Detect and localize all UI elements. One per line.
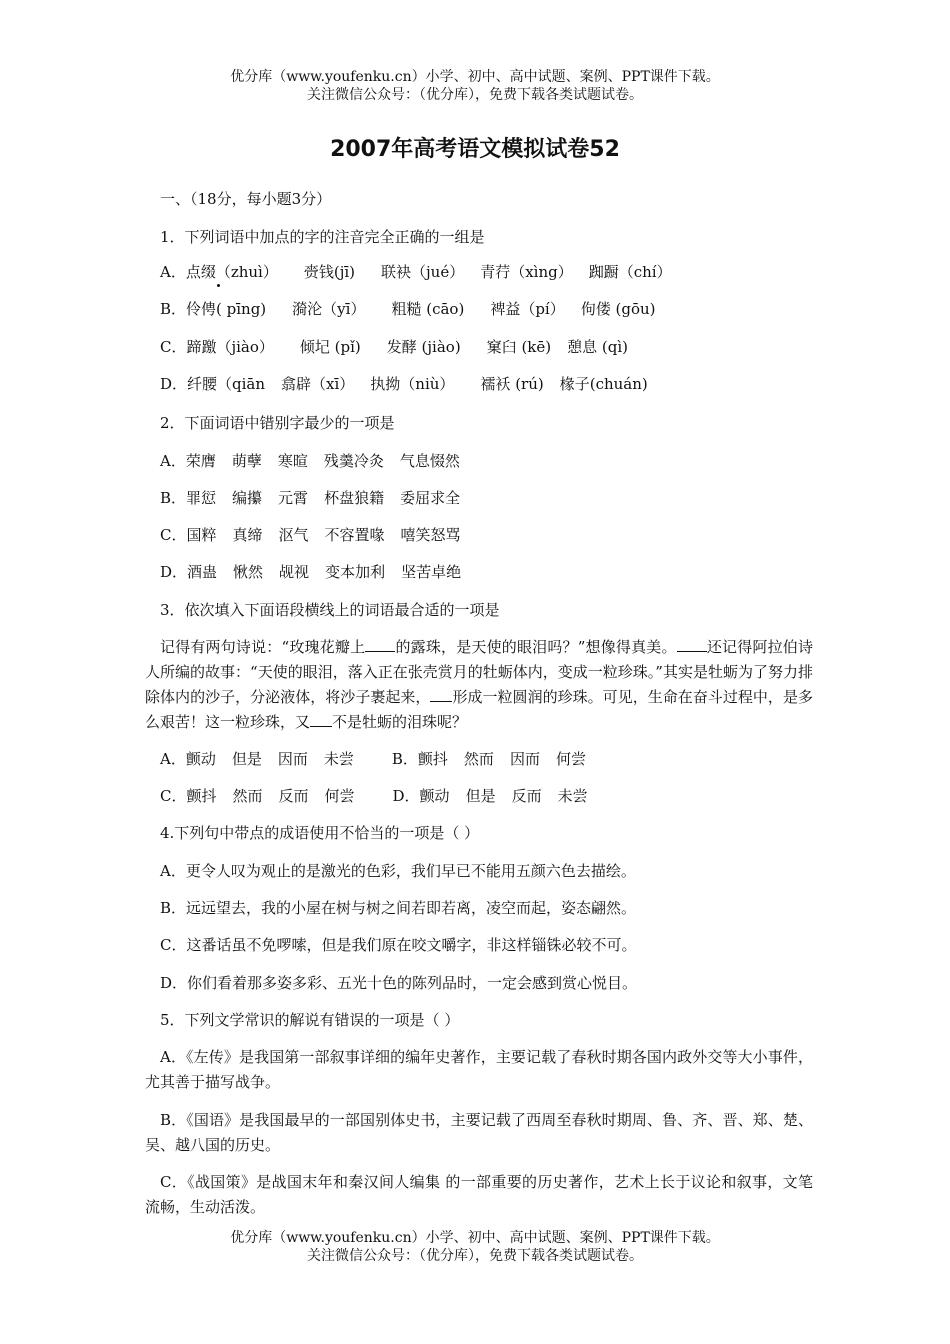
q3-d-1: D．颤动 [392, 787, 450, 805]
header-line-1: 优分库（www.youfenku.cn）小学、初中、高中试题、案例、PPT课件下载。 [230, 69, 720, 85]
q1-c-2: 倾圮 (pǐ) [299, 338, 361, 356]
q3-options-ab [160, 749, 602, 769]
q3-blank-1 [365, 636, 395, 652]
q2-option-c [160, 525, 477, 545]
q4-option-a: A．更令人叹为观止的是激光的色彩，我们早已不能用五颜六色去描绘。 [160, 862, 636, 880]
q1-b-4: 裨益（pí） [490, 300, 565, 318]
q5-stem: 5．下列文学常识的解说有错误的一项是（ ） [160, 1011, 460, 1029]
q3-a-2: 但是 [231, 750, 262, 768]
section-heading: 一、（18分，每小题3分） [160, 190, 332, 208]
footer-line-2: 关注微信公众号：（优分库），免费下载各类试题试卷。 [307, 1248, 643, 1264]
q2-b-3: 元霄 [278, 489, 309, 507]
q3-a-4: 未尝 [323, 750, 354, 768]
q3-a-3: 因而 [277, 750, 308, 768]
q3-passage-5: 不是牡蛎的泪珠呢？ [332, 713, 468, 731]
q3-stem: 3．依次填入下面语段横线上的词语最合适的一项是 [160, 601, 500, 619]
q3-b-4: 何尝 [555, 750, 586, 768]
q2-c-2: 真缔 [232, 526, 263, 544]
q1-stem: 1．下列词语中加点的字的注音完全正确的一组是 [160, 228, 485, 246]
q3-blank-2 [677, 636, 707, 652]
q3-options-cd [160, 786, 604, 806]
footer-line-1: 优分库（www.youfenku.cn）小学、初中、高中试题、案例、PPT课件下载。 [230, 1230, 720, 1246]
q2-option-d [160, 562, 477, 582]
q1-option-b [160, 299, 672, 319]
q2-b-5: 委屈求全 [400, 489, 461, 507]
q2-stem: 2．下面词语中错别字最少的一项是 [160, 414, 395, 432]
q2-c-1: C．国粹 [160, 526, 217, 544]
q3-a-1: A．颤动 [160, 750, 216, 768]
page-footer [0, 1229, 950, 1265]
q1-b-2: 漪沦（yī） [292, 300, 366, 318]
q4-option-b: B．远远望去，我的小屋在树与树之间若即若离，凌空而起，姿态翩然。 [160, 899, 637, 917]
q2-a-4: 残羹冷灸 [323, 452, 384, 470]
q1-option-d [160, 374, 664, 394]
q4-option-d: D．你们看着那多姿多彩、五光十色的陈列品时，一定会感到赏心悦目。 [160, 974, 638, 992]
q1-a-3: 联袂（jué） [381, 263, 465, 281]
q1-d-4: 襦袄 (rú) [480, 375, 544, 393]
q1-c-4: 窠臼 (kē) [486, 338, 552, 356]
q2-b-1: B．罪愆 [160, 489, 217, 507]
q2-d-4: 变本加利 [325, 563, 386, 581]
q1-option-a [160, 262, 688, 282]
q2-c-4: 不容置喙 [324, 526, 385, 544]
q1-a-5: 踟蹰（chí） [588, 263, 672, 281]
q3-c-3: 反而 [278, 787, 309, 805]
q1-a-1: A．点缀（zhuì） [160, 263, 278, 281]
q1-c-1: C．蹄躈（jiào） [160, 338, 274, 356]
q1-c-5: 憩息 (qì) [567, 338, 629, 356]
q3-c-1: C．颤抖 [160, 787, 217, 805]
q4-stem: 4.下列句中带点的成语使用不恰当的一项是（ ） [160, 824, 480, 842]
q1-a-4: 青荇（xìng） [480, 263, 573, 281]
q1-b-3: 粗糙 (cāo) [391, 300, 465, 318]
q3-d-3: 反而 [511, 787, 542, 805]
q1-b-5: 佝偻 (gōu) [580, 300, 656, 318]
q3-b-2: 然而 [463, 750, 494, 768]
q2-a-3: 寒暄 [277, 452, 308, 470]
q1-d-2: 翕辟（xī） [281, 375, 355, 393]
q2-c-3: 沤气 [278, 526, 309, 544]
q1-d-3: 执拗（niù） [370, 375, 455, 393]
q3-d-2: 但是 [465, 787, 496, 805]
q5-option-b: B．《国语》是我国最早的一部国别体史书，主要记载了西周至春秋时期周、鲁、齐、晋、郑、楚、吴、越八国的历史。 [145, 1111, 813, 1154]
q2-option-b [160, 488, 476, 508]
q3-c-4: 何尝 [324, 787, 355, 805]
q2-d-2: 愀然 [233, 563, 264, 581]
q2-a-5: 气息惙然 [399, 452, 460, 470]
q3-d-4: 未尝 [557, 787, 588, 805]
q3-b-3: 因而 [509, 750, 540, 768]
q2-c-5: 嘻笑怒骂 [400, 526, 461, 544]
q2-b-4: 杯盘狼籍 [324, 489, 385, 507]
q3-blank-3 [430, 686, 452, 702]
q3-passage-2: 的露珠，是天使的眼泪吗？”想像得真美。 [395, 638, 677, 656]
q1-d-1: D．纤腰（qiān [160, 375, 266, 393]
q1-d-5: 椽子(chuán) [559, 375, 648, 393]
q1-option-c [160, 337, 644, 357]
q4-option-c: C．这番话虽不免啰嗦，但是我们原在咬文嚼字，非这样锱铢必较不可。 [160, 936, 637, 954]
q1-c-3: 发酵 (jiào) [386, 338, 461, 356]
q2-a-1: A．荣膺 [160, 452, 216, 470]
q3-passage-4: 形成一粒圆润的珍珠。可见，生命在奋斗过程中，是多么艰苦！这一粒珍珠，又 [145, 688, 813, 731]
q1-a-2: 赍钱(jī) [303, 263, 356, 281]
page-header [0, 68, 950, 104]
q2-d-1: D．酒蛊 [160, 563, 218, 581]
q3-passage-1: 记得有两句诗说：“玫瑰花瓣上 [160, 638, 366, 656]
q1-b-1: B．伶俜( pīng) [160, 300, 267, 318]
q2-b-2: 编攥 [232, 489, 263, 507]
q2-d-3: 觇视 [279, 563, 310, 581]
page-title: 2007年高考语文模拟试卷52 [330, 137, 620, 162]
q3-b-1: B．颤抖 [391, 750, 448, 768]
header-line-2: 关注微信公众号：（优分库），免费下载各类试题试卷。 [307, 87, 643, 103]
q2-d-5: 坚苦卓绝 [401, 563, 462, 581]
q2-a-2: 萌孽 [231, 452, 262, 470]
q2-option-a [160, 451, 476, 471]
q5-option-a: A．《左传》是我国第一部叙事详细的编年史著作，主要记载了春秋时期各国内政外交等大小事件，尤其善于描写战争。 [145, 1048, 813, 1091]
q3-passage [145, 635, 813, 735]
q3-passage-3: 还记得阿拉伯诗人所编的故事：“天使的眼泪，落入正在张壳赏月的牡蛎体内，变成一粒珍珠。”其实是牡蛎为了努力排除体内的沙子，分泌液体，将沙子裹起来， [145, 638, 813, 706]
q3-blank-4 [310, 711, 332, 727]
q5-option-c: C．《战国策》是战国末年和秦汉间人编集 的一部重要的历史著作，艺术上长于议论和叙事，文笔流畅，生动活泼。 [145, 1173, 813, 1216]
q3-c-2: 然而 [232, 787, 263, 805]
